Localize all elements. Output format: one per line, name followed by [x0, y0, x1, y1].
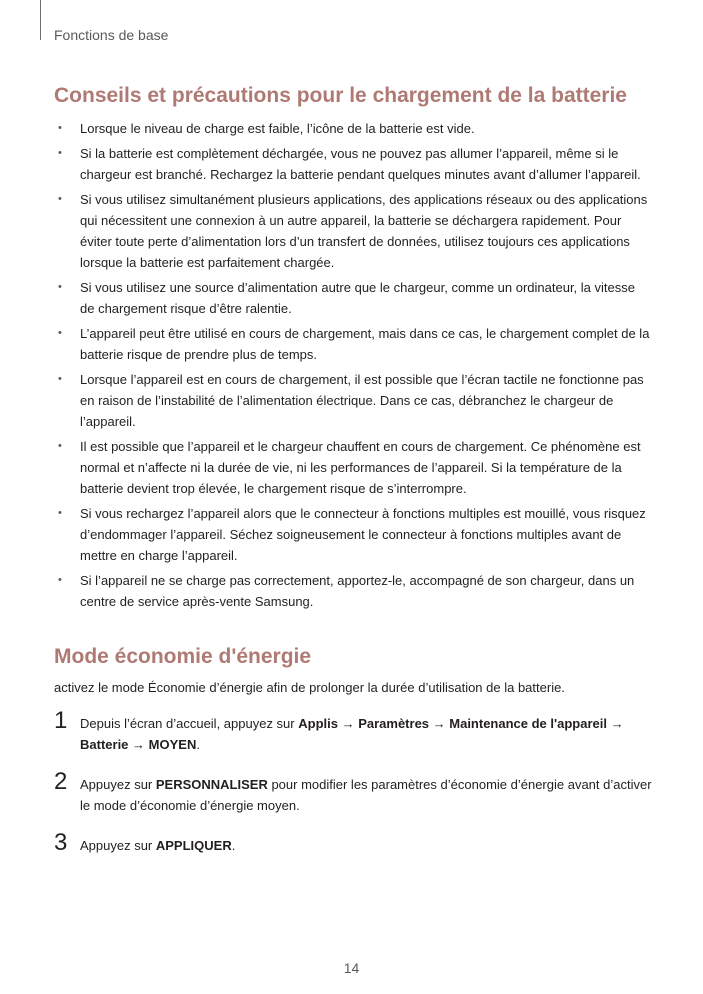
- bullet-icon: •: [58, 147, 62, 159]
- bullet-icon: •: [58, 574, 62, 586]
- step-number: 1: [54, 707, 68, 734]
- list-item: [56, 503, 652, 566]
- bullet-icon: •: [58, 373, 62, 385]
- bullet-icon: •: [58, 193, 62, 205]
- ui-label-apps: Applis: [298, 716, 338, 731]
- list-item: [56, 369, 652, 432]
- list-item-text: Si vous utilisez une source d’alimentation autre que le chargeur, comme un ordinateur, la vitesse de chargement risque d’être ralentie.: [80, 280, 635, 316]
- step-1: [54, 707, 654, 755]
- list-item-text: Si l’appareil ne se charge pas correctement, apportez-le, accompagné de son chargeur, dans un centre de service après-vente Samsung.: [80, 573, 635, 609]
- bullet-icon: •: [58, 440, 62, 452]
- ui-label-device-maintenance: Maintenance de l'appareil: [449, 716, 607, 731]
- list-item: [56, 143, 652, 185]
- list-item-text: Lorsque l’appareil est en cours de chargement, il est possible que l’écran tactile ne fonctionne pas en raison de l’instabilité de l’alimentation électrique. Dans ce cas, débranchez le chargeur de l’appareil.: [80, 372, 644, 429]
- list-item-text: Si la batterie est complètement déchargée, vous ne pouvez pas allumer l’appareil, même si le chargeur est branché. Rechargez la batterie pendant quelques minutes avant d’allumer l’appareil.: [80, 146, 641, 182]
- step-text: [80, 774, 654, 816]
- list-item: [56, 436, 652, 499]
- arrow-separator: →: [128, 737, 149, 752]
- step-number: 3: [54, 829, 68, 856]
- bullet-icon: •: [58, 507, 62, 519]
- ui-label-settings: Paramètres: [358, 716, 430, 731]
- margin-rule: [40, 0, 41, 40]
- ui-label-apply: APPLIQUER: [155, 838, 232, 853]
- running-head: Fonctions de base: [54, 27, 169, 43]
- step-2: [54, 768, 654, 816]
- step-text-plain: .: [231, 838, 236, 853]
- step-text-plain: Appuyez sur: [80, 777, 156, 792]
- step-text: [80, 835, 654, 856]
- charging-tips-list: [56, 118, 652, 616]
- ui-label-battery: Batterie: [80, 737, 129, 752]
- step-text-plain: pour modifier les paramètres d’économie d’énergie avant d’activer le mode d’économie d’énergie moyen.: [80, 777, 652, 813]
- ui-label-customize: PERSONNALISER: [155, 777, 268, 792]
- step-text: [80, 713, 654, 755]
- list-item: [56, 189, 652, 273]
- arrow-separator: →: [429, 716, 450, 731]
- bullet-icon: •: [58, 122, 62, 134]
- step-3: [54, 829, 654, 856]
- arrow-separator: →: [606, 716, 624, 731]
- bullet-icon: •: [58, 327, 62, 339]
- list-item: [56, 118, 652, 139]
- step-text-plain: Appuyez sur: [80, 838, 156, 853]
- section-title-charging: Conseils et précautions pour le chargement de la batterie: [54, 84, 627, 107]
- bullet-icon: •: [58, 281, 62, 293]
- step-text-plain: Depuis l’écran d’accueil, appuyez sur: [80, 716, 299, 731]
- list-item: [56, 570, 652, 612]
- section-title-power-saving: Mode économie d'énergie: [54, 645, 312, 668]
- arrow-separator: →: [337, 716, 359, 731]
- list-item-text: Il est possible que l’appareil et le chargeur chauffent en cours de chargement. Ce phénomène est normal et n’affecte ni la durée de vie, ni les performances de l’appareil. Si la température de la batterie devient trop élevée, le chargement risque de s’interrompre.: [80, 439, 641, 496]
- list-item: [56, 323, 652, 365]
- step-text-plain: .: [196, 737, 200, 752]
- step-number: 2: [54, 768, 68, 795]
- list-item-text: Lorsque le niveau de charge est faible, l’icône de la batterie est vide.: [80, 121, 475, 136]
- power-saving-intro: activez le mode Économie d’énergie afin de prolonger la durée d’utilisation de la batterie.: [54, 680, 565, 695]
- list-item-text: L’appareil peut être utilisé en cours de chargement, mais dans ce cas, le chargement complet de la batterie risque de prendre plus de temps.: [80, 326, 650, 362]
- list-item-text: Si vous utilisez simultanément plusieurs applications, des applications réseaux ou des applications qui nécessitent une connexion à un autre appareil, la batterie se déchargera rapidement. Pour éviter toute perte d’alimentation lors d’un transfert de données, utilisez toujours ces applications lorsque la batterie est parfaitement chargée.: [80, 192, 648, 270]
- ui-label-medium: MOYEN: [148, 737, 197, 752]
- list-item: [56, 277, 652, 319]
- list-item-text: Si vous rechargez l’appareil alors que le connecteur à fonctions multiples est mouillé, vous risquez d’endommager l’appareil. Séchez soigneusement le connecteur à fonctions multiples avant de mettre en charge l’appareil.: [80, 506, 646, 563]
- page-number: 14: [343, 960, 360, 976]
